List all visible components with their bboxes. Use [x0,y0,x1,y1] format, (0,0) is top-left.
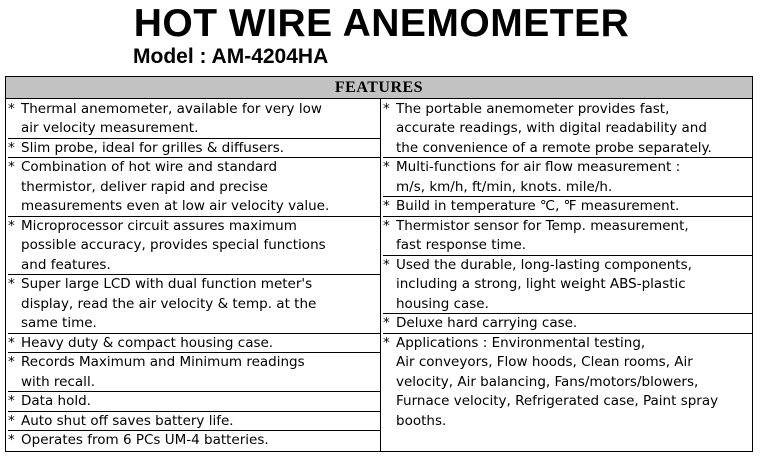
feature-text: Air conveyors, Flow hoods, Clean rooms, Air [396,354,693,370]
feature-text: measurements even at low air velocity value. [21,198,330,214]
feature-text: Operates from 6 PCs UM-4 batteries. [21,432,269,448]
feature-text: Multi-functions for air flow measurement : [396,159,681,175]
feature-text-line [383,392,752,412]
model-number: Model : AM-4204HA [133,45,329,68]
feature-text-line [383,275,752,295]
feature-text: possible accuracy, provides special functions [21,237,326,253]
feature-text: Thermistor sensor for Temp. measurement, [396,217,689,234]
feature-text: Data hold. [21,393,91,409]
feature-text-line [8,392,380,412]
feature-text: Deluxe hard carrying case. [396,315,578,331]
feature-text-line [383,158,752,178]
feature-text-line [8,217,380,237]
feature-text: Microprocessor circuit assures maximum [21,217,297,234]
feature-item [8,139,380,159]
feature-item [8,392,380,412]
feature-text: including a strong, light weight ABS-plastic [396,276,686,292]
bullet-asterisk: * [383,100,390,117]
feature-text-line [383,334,752,354]
feature-text-line [383,139,752,159]
feature-text-line [8,314,380,334]
feature-text: Thermal anemometer, available for very low [21,100,322,117]
feature-item [8,158,380,217]
feature-text-line [383,412,752,432]
bullet-asterisk: * [8,159,15,175]
feature-item [383,314,752,334]
feature-text-line [8,236,380,256]
feature-text-line [383,119,752,139]
feature-text: and features. [21,256,111,273]
feature-text: Applications : Environmental testing, [396,334,646,351]
feature-text-line [8,275,380,295]
feature-text: booths. [396,412,447,429]
feature-text-line [8,431,380,451]
feature-item [8,431,380,452]
bullet-asterisk: * [383,217,390,234]
feature-text: thermistor, deliver rapid and precise [21,178,268,195]
feature-text: the convenience of a remote probe separately. [396,139,712,156]
feature-text-line [8,412,380,432]
feature-text-line [8,197,380,217]
feature-item [383,217,752,256]
feature-text-line [8,373,380,393]
bullet-asterisk: * [8,217,15,234]
bullet-asterisk: * [8,354,15,370]
feature-item [8,217,380,276]
product-title: HOT WIRE ANEMOMETER [133,2,630,45]
feature-text: velocity, Air balancing, Fans/motors/blowers, [396,373,699,390]
bullet-asterisk: * [383,198,390,214]
feature-text: Used the durable, long-lasting components, [396,256,692,273]
feature-text-line [383,353,752,373]
feature-text-line [8,178,380,198]
feature-item [8,334,380,354]
feature-text-line [8,119,380,139]
bullet-asterisk: * [8,334,15,351]
feature-item [8,100,380,139]
feature-text: with recall. [21,373,95,390]
feature-text: Heavy duty & compact housing case. [21,334,274,351]
feature-text-line [383,295,752,315]
feature-text-line [383,314,752,334]
feature-text: Slim probe, ideal for grilles & diffusers. [21,139,285,156]
feature-text: air velocity measurement. [21,120,199,136]
feature-text: m/s, km/h, ft/min, knots. mile/h. [396,178,613,195]
bullet-asterisk: * [383,159,390,175]
feature-text: display, read the air velocity & temp. at the [21,295,317,312]
feature-text-line [383,373,752,393]
feature-text: The portable anemometer provides fast, [396,100,670,117]
feature-text-line [383,236,752,256]
feature-text-line [8,353,380,373]
feature-text: same time. [21,315,97,331]
features-table [5,76,753,452]
features-header: FEATURES [6,77,752,99]
feature-text-line [8,139,380,159]
feature-text-line [8,256,380,276]
bullet-asterisk: * [383,256,390,273]
feature-item [383,256,752,315]
feature-text: Combination of hot wire and standard [21,159,278,175]
column-divider [380,99,381,452]
feature-item [383,334,752,453]
feature-text: housing case. [396,295,489,312]
feature-text: Build in temperature ℃, ℉ measurement. [396,198,680,214]
feature-item [383,100,752,159]
bullet-asterisk: * [383,334,390,351]
bullet-asterisk: * [8,100,15,117]
feature-text-line [8,295,380,315]
feature-item [8,353,380,392]
feature-text: accurate readings, with digital readability and [396,120,707,136]
feature-text: fast response time. [396,237,527,253]
feature-text-line [383,197,752,217]
bullet-asterisk: * [8,432,15,448]
feature-text-line [8,100,380,120]
feature-text-line [8,158,380,178]
bullet-asterisk: * [8,412,15,429]
feature-text-line [8,334,380,354]
feature-text: Super large LCD with dual function meter's [21,276,313,292]
feature-item [8,275,380,334]
feature-text-line [383,217,752,237]
feature-text-line [383,256,752,276]
bullet-asterisk: * [8,139,15,156]
feature-text-line [383,100,752,120]
bullet-asterisk: * [383,315,390,331]
feature-text: Records Maximum and Minimum readings [21,354,305,370]
bullet-asterisk: * [8,276,15,292]
feature-item [383,158,752,197]
feature-item [383,197,752,217]
feature-text: Auto shut off saves battery life. [21,412,234,429]
feature-text-line [383,178,752,198]
feature-text: Furnace velocity, Refrigerated case, Paint spray [396,393,719,409]
bullet-asterisk: * [8,393,15,409]
feature-item [8,412,380,432]
